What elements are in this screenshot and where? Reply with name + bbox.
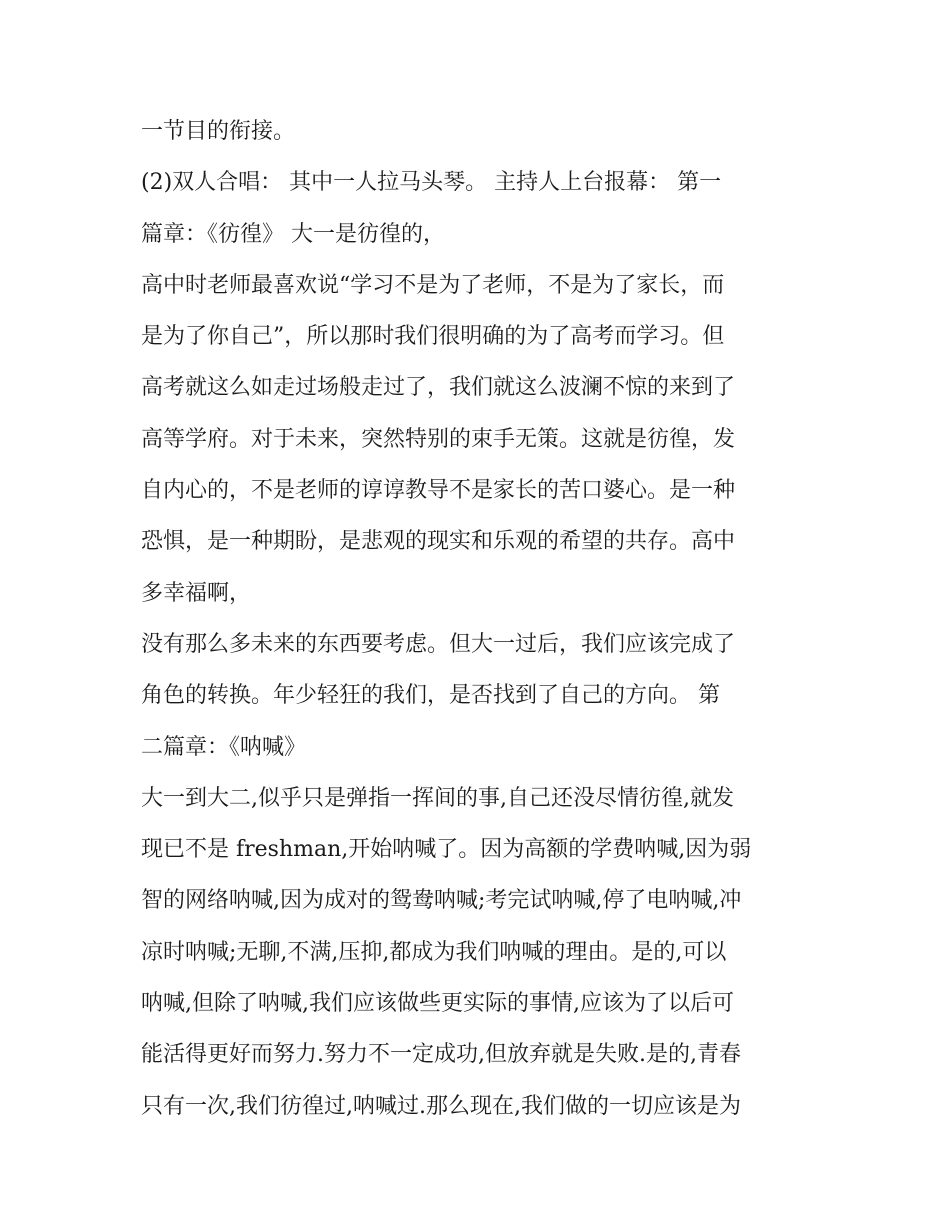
- text-line: 一节目的衔接。: [141, 119, 296, 144]
- text-line: 智的网络呐喊,因为成对的鸳鸯呐喊;考完试呐喊,停了电呐喊,冲: [141, 888, 742, 914]
- text-line: 凉时呐喊;无聊,不满,压抑,都成为我们呐喊的理由。是的,可以: [141, 939, 727, 965]
- text-line: (2)双人合唱： 其中一人拉马头琴。 主持人上台报幕： 第一: [141, 170, 722, 196]
- text-line: 二篇章：《呐喊》: [141, 734, 307, 760]
- text-line: 多幸福啊，: [141, 580, 252, 606]
- text-line: 角色的转换。年少轻狂的我们，是否找到了自己的方向。 第: [141, 683, 720, 709]
- text-line: 自内心的，不是老师的谆谆教导不是家长的苦口婆心。是一种: [141, 478, 736, 504]
- text-line: 高中时老师最喜欢说“学习不是为了老师，不是为了家长，而: [141, 272, 725, 298]
- text-line: 恐惧，是一种期盼，是悲观的现实和乐观的希望的共存。高中: [141, 529, 736, 555]
- text-line: 大一到大二,似乎只是弹指一挥间的事,自己还没尽情彷徨,就发: [141, 785, 734, 811]
- text-line: 只有一次,我们彷徨过,呐喊过.那么现在,我们做的一切应该是为: [141, 1093, 741, 1119]
- text-line: 篇章：《彷徨》 大一是彷徨的，: [141, 221, 445, 247]
- text-line: 高等学府。对于未来，突然特别的束手无策。这就是彷徨，发: [141, 426, 736, 452]
- text-line: 现已不是 freshman,开始呐喊了。因为高额的学费呐喊,因为弱: [141, 837, 752, 863]
- text-line: 是为了你自己”，所以那时我们很明确的为了高考而学习。但: [141, 324, 725, 350]
- text-line: 没有那么多未来的东西要考虑。但大一过后，我们应该完成了: [141, 631, 736, 657]
- text-line: 能活得更好而努力.努力不一定成功,但放弃就是失败.是的,青春: [141, 1042, 741, 1068]
- text-line: 呐喊,但除了呐喊,我们应该做些更实际的事情,应该为了以后可: [141, 991, 734, 1017]
- document-body: [141, 106, 821, 1132]
- text-line: 高考就这么如走过场般走过了，我们就这么波澜不惊的来到了: [141, 375, 736, 401]
